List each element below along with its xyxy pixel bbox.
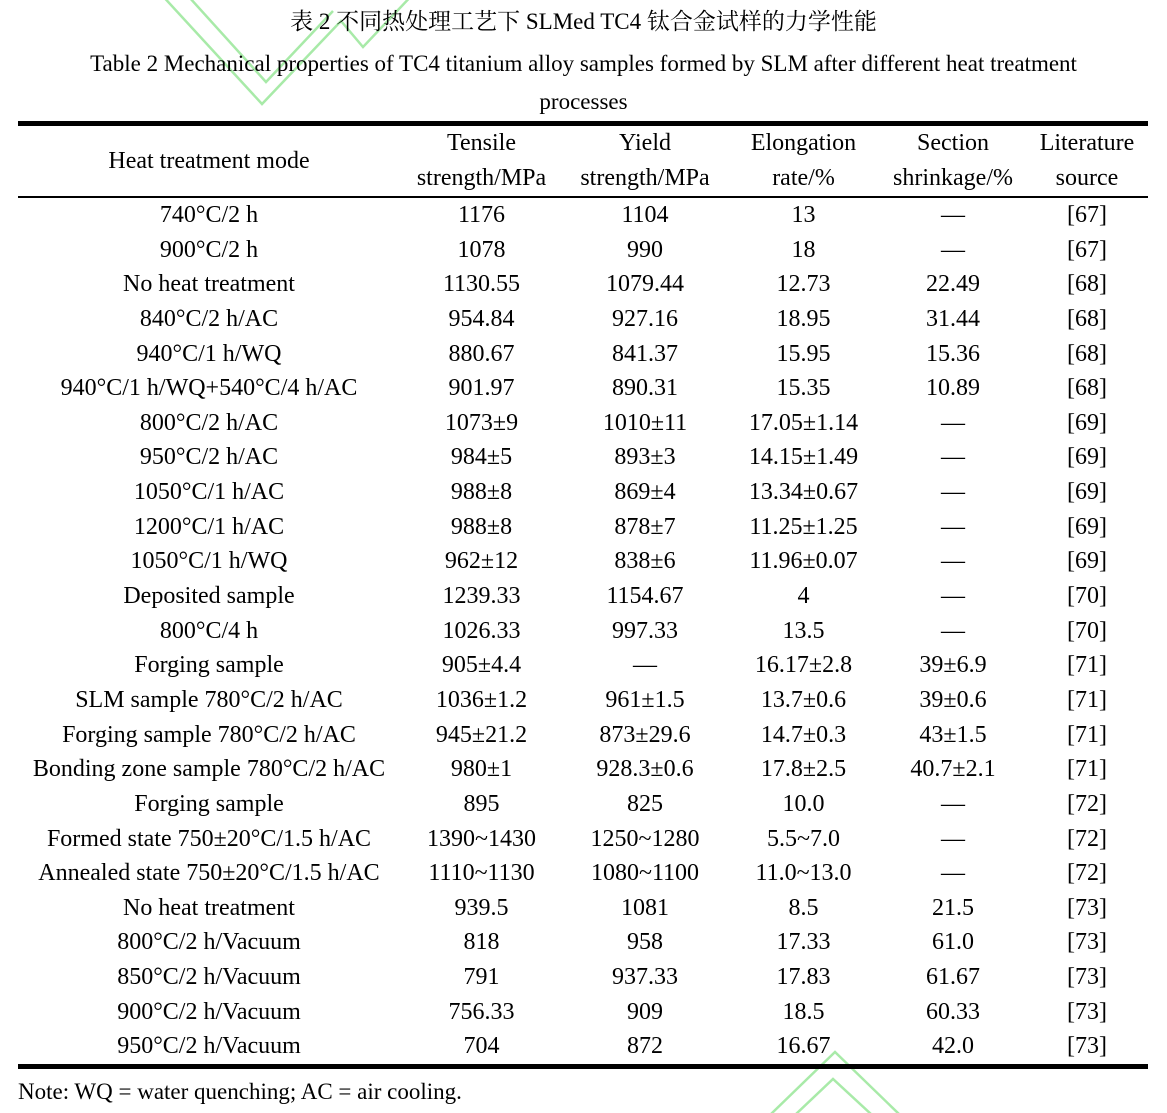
table-cell: 873±29.6: [599, 721, 691, 748]
table-cell: 10.0: [782, 790, 825, 817]
table-cell: —: [941, 825, 965, 852]
table-cell: [73]: [1067, 998, 1107, 1025]
table-cell: 800°C/2 h/AC: [139, 409, 279, 436]
table-cell: 1026.33: [442, 617, 521, 644]
table-cell: —: [941, 860, 965, 887]
table-row: [18, 822, 1148, 857]
table-cell: —: [941, 444, 965, 471]
table-cell: 895: [463, 790, 500, 817]
table-cell: 928.3±0.6: [596, 756, 694, 783]
table-cell: Deposited sample: [123, 583, 295, 610]
table-cell: 880.67: [448, 340, 515, 367]
table-cell: 950°C/2 h/Vacuum: [117, 1033, 301, 1060]
table-cell: [69]: [1067, 479, 1107, 506]
table-cell: [72]: [1067, 860, 1107, 887]
table-cell: 927.16: [612, 305, 678, 332]
table-cell: [72]: [1067, 825, 1107, 852]
table-cell: [69]: [1067, 513, 1107, 540]
table-row: [18, 510, 1148, 545]
table-cell: [67]: [1067, 202, 1107, 228]
table-cell: —: [941, 548, 965, 575]
col-header-tensile-strength: Tensile strength/MPa: [400, 124, 563, 198]
table-note: Note: WQ = water quenching; AC = air cooling.: [18, 1079, 462, 1105]
table-cell: 13.7±0.6: [760, 686, 847, 713]
table-cell: —: [941, 479, 965, 506]
table-cell: 15.95: [776, 340, 831, 367]
table-cell: 15.36: [926, 340, 980, 367]
table-cell: 61.0: [932, 929, 974, 956]
table-cell: 878±7: [614, 513, 676, 540]
table-cell: 17.05±1.14: [748, 409, 859, 436]
table-row: [18, 787, 1148, 822]
table-row: [18, 579, 1148, 614]
table-cell: 890.31: [612, 375, 678, 402]
table-cell: [69]: [1067, 548, 1107, 575]
table-cell: Formed state 750±20°C/1.5 h/AC: [46, 825, 372, 852]
table-cell: 901.97: [448, 375, 515, 402]
table-cell: 61.67: [926, 964, 980, 991]
table-cell: 13.34±0.67: [748, 479, 859, 506]
table-cell: [68]: [1067, 271, 1107, 298]
table-cell: 909: [627, 998, 663, 1025]
table-cell: 5.5~7.0: [767, 825, 840, 852]
table-cell: [73]: [1067, 1033, 1107, 1060]
table-row: [18, 267, 1148, 302]
table-cell: —: [941, 583, 965, 610]
table-row: [18, 614, 1148, 649]
table-cell: 900°C/2 h: [159, 236, 259, 263]
table-cell: 900°C/2 h/Vacuum: [117, 998, 301, 1025]
table-cell: 43±1.5: [919, 721, 987, 748]
table-cell: 11.96±0.07: [749, 548, 858, 575]
table-cell: 840°C/2 h/AC: [139, 305, 279, 332]
table-caption-en: [0, 45, 1167, 121]
table-cell: 756.33: [448, 998, 515, 1025]
table-cell: 940°C/1 h/WQ+540°C/4 h/AC: [60, 375, 358, 402]
table-row: [18, 1029, 1148, 1066]
col-header-heat-treatment-mode: Heat treatment mode: [18, 124, 400, 198]
table-cell: 1130.55: [442, 271, 521, 298]
table-cell: 13: [791, 202, 816, 228]
table-cell: SLM sample 780°C/2 h/AC: [75, 686, 343, 713]
table-cell: 39±6.9: [919, 652, 987, 679]
table-cell: Forging sample: [134, 652, 284, 679]
table-cell: 939.5: [454, 894, 509, 921]
table-cell: 18.95: [776, 305, 831, 332]
table-cell: 990: [627, 236, 663, 263]
table-cell: 825: [627, 790, 663, 817]
table-cell: 984±5: [450, 444, 513, 471]
table-cell: 17.8±2.5: [760, 756, 847, 783]
table-cell: 961±1.5: [605, 686, 685, 713]
table-cell: 60.33: [926, 998, 980, 1025]
table-row: [18, 475, 1148, 510]
col-header-yield-strength: Yield strength/MPa: [563, 124, 727, 198]
table-cell: 16.17±2.8: [754, 652, 853, 679]
table-cell: [73]: [1067, 964, 1107, 991]
table-cell: 740°C/2 h: [159, 202, 259, 228]
table-cell: [72]: [1067, 790, 1107, 817]
table-cell: 39±0.6: [919, 686, 987, 713]
table-cell: Bonding zone sample 780°C/2 h/AC: [32, 756, 386, 783]
table-cell: 11.25±1.25: [749, 513, 858, 540]
table-cell: 937.33: [612, 964, 678, 991]
table-cell: [68]: [1067, 375, 1107, 402]
table-cell: 40.7±2.1: [910, 756, 996, 783]
table-cell: 1050°C/1 h/WQ: [130, 548, 288, 575]
table-cell: 12.73: [776, 271, 831, 298]
table-cell: 1154.67: [606, 583, 684, 610]
table-cell: 1081: [621, 894, 669, 921]
table-caption-en-line1: Table 2 Mechanical properties of TC4 titanium alloy samples formed by SLM after different heat treatment: [90, 51, 1077, 76]
table-body: [18, 197, 1148, 1067]
table-cell: 841.37: [612, 340, 678, 367]
table-cell: —: [633, 652, 657, 679]
table-cell: 850°C/2 h/Vacuum: [117, 964, 301, 991]
table-cell: [71]: [1067, 686, 1107, 713]
table-cell: 945±21.2: [435, 721, 528, 748]
table-cell: 950°C/2 h/AC: [139, 444, 279, 471]
table-row: [18, 648, 1148, 683]
table-cell: 872: [627, 1033, 663, 1060]
table-cell: Forging sample 780°C/2 h/AC: [62, 721, 356, 748]
table-cell: [70]: [1067, 583, 1107, 610]
table-cell: 980±1: [450, 756, 513, 783]
table-cell: Forging sample: [134, 790, 284, 817]
table-cell: 4: [797, 583, 810, 610]
table-cell: [73]: [1067, 929, 1107, 956]
table-cell: 1104: [621, 202, 669, 228]
table-cell: —: [941, 409, 965, 436]
col-header-section-shrinkage: Section shrinkage/%: [880, 124, 1026, 198]
table-row: [18, 960, 1148, 995]
table-cell: 10.89: [926, 375, 980, 402]
table-row: [18, 856, 1148, 891]
table-cell: 818: [463, 929, 500, 956]
table-cell: 1079.44: [606, 271, 684, 298]
table-row: [18, 337, 1148, 372]
table-cell: 17.83: [776, 964, 831, 991]
table-cell: Annealed state 750±20°C/1.5 h/AC: [38, 860, 380, 887]
table-row: [18, 233, 1148, 268]
table-cell: 13.5: [782, 617, 825, 644]
table-cell: 1390~1430: [427, 825, 536, 852]
table-row: [18, 406, 1148, 441]
table-cell: 704: [463, 1033, 500, 1060]
table-cell: 31.44: [926, 305, 980, 332]
table-row: [18, 925, 1148, 960]
table-cell: —: [941, 790, 965, 817]
table-row: [18, 891, 1148, 926]
table-row: [18, 371, 1148, 406]
table-cell: 17.33: [776, 929, 831, 956]
table-cell: 14.7±0.3: [760, 721, 847, 748]
table-cell: [71]: [1067, 756, 1107, 783]
table-row: [18, 197, 1148, 233]
table-cell: —: [941, 202, 965, 228]
table-cell: —: [941, 513, 965, 540]
table-cell: [73]: [1067, 894, 1107, 921]
table-row: [18, 544, 1148, 579]
table-cell: 838±6: [614, 548, 676, 575]
table-cell: 15.35: [776, 375, 831, 402]
table-caption-en-line2: processes: [539, 89, 628, 114]
table-cell: 1200°C/1 h/AC: [133, 513, 285, 540]
table-cell: 962±12: [444, 548, 519, 575]
table-cell: 905±4.4: [441, 652, 522, 679]
table-cell: 800°C/2 h/Vacuum: [117, 929, 301, 956]
table-cell: 800°C/4 h: [159, 617, 259, 644]
table-cell: 1239.33: [442, 583, 521, 610]
table-cell: 1036±1.2: [435, 686, 528, 713]
table-cell: [67]: [1067, 236, 1107, 263]
table-cell: 893±3: [614, 444, 676, 471]
table-cell: 988±8: [450, 479, 513, 506]
table-cell: 1110~1130: [428, 860, 535, 887]
table-cell: 1050°C/1 h/AC: [133, 479, 285, 506]
table-cell: 1176: [457, 202, 506, 228]
table-cell: 791: [463, 964, 500, 991]
table-row: [18, 683, 1148, 718]
table-cell: 940°C/1 h/WQ: [136, 340, 282, 367]
header-row: [18, 124, 1148, 198]
table-cell: 1080~1100: [590, 860, 700, 887]
table-cell: [71]: [1067, 652, 1107, 679]
table-cell: No heat treatment: [123, 894, 295, 921]
col-header-elongation-rate: Elongation rate/%: [727, 124, 880, 198]
table-cell: 1250~1280: [590, 825, 700, 852]
table-cell: 22.49: [926, 271, 980, 298]
table-cell: —: [941, 617, 965, 644]
table-cell: [69]: [1067, 409, 1107, 436]
table-row: [18, 718, 1148, 753]
table-row: [18, 440, 1148, 475]
table-cell: [68]: [1067, 340, 1107, 367]
table-cell: 1078: [457, 236, 506, 263]
table-cell: 954.84: [448, 305, 515, 332]
table-cell: [69]: [1067, 444, 1107, 471]
table-cell: —: [941, 236, 965, 263]
table-cell: 14.15±1.49: [748, 444, 859, 471]
table-cell: 869±4: [614, 479, 676, 506]
table-cell: 18: [791, 236, 816, 263]
col-header-literature-source: Literature source: [1026, 124, 1148, 198]
table-cell: 42.0: [932, 1033, 974, 1060]
table-cell: 1010±11: [602, 409, 688, 436]
table-cell: 1073±9: [444, 409, 519, 436]
table-cell: [70]: [1067, 617, 1107, 644]
table-cell: 18.5: [782, 998, 825, 1025]
table-cell: 988±8: [450, 513, 513, 540]
mechanical-properties-table: [18, 121, 1148, 1069]
table-cell: [68]: [1067, 305, 1107, 332]
table-row: [18, 752, 1148, 787]
table-row: [18, 995, 1148, 1030]
table-title-zh: 表 2 不同热处理工艺下 SLMed TC4 钛合金试样的力学性能: [290, 9, 877, 34]
table-row: [18, 302, 1148, 337]
table-cell: No heat treatment: [123, 271, 295, 298]
table-cell: 8.5: [788, 894, 819, 921]
table-cell: 11.0~13.0: [755, 860, 852, 887]
table-cell: 958: [627, 929, 663, 956]
table-cell: 16.67: [776, 1033, 831, 1060]
table-cell: 997.33: [612, 617, 678, 644]
table-cell: 21.5: [932, 894, 974, 921]
table-cell: [71]: [1067, 721, 1107, 748]
